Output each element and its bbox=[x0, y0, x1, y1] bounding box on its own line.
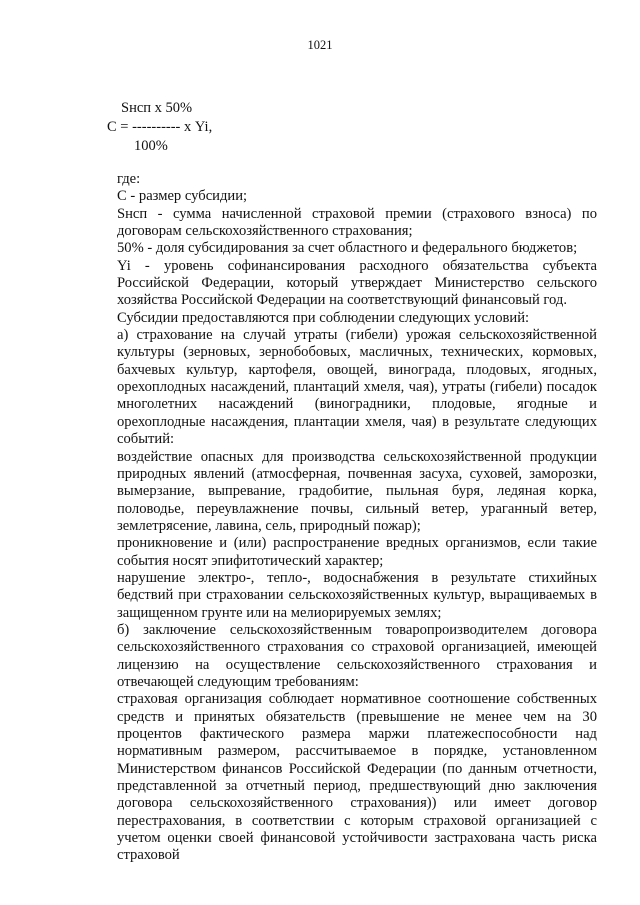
formula-line: С = ---------- х Yi, bbox=[107, 119, 213, 135]
paragraph-50-definition: 50% - доля субсидирования за счет областного и федерального бюджетов; bbox=[117, 240, 578, 257]
paragraph-conditions-intro: Субсидии предоставляются при соблюдении следующих условий: bbox=[117, 309, 530, 326]
formula-numerator: Sнсп х 50% bbox=[121, 100, 193, 116]
paragraph-utilities: нарушение электро-, тепло-, водоснабжения в результате стихийных бедствий при страховании сельскохозяйственных культур, выращиваемых в защищенном грунте или на мелиорируемых землях; bbox=[117, 569, 597, 621]
paragraph-insurer-requirements: страховая организация соблюдает нормативное соотношение собственных средств и принятых обязательств (превышение не менее чем на 30 процентов фактического размера маржи платежеспособности над нормативным размером, рассчитываемое в порядке, установленном Министерством финансов Российской Федерации (по данным отчетности, представленной за отчетный период, предшествующий дню заключения договора сельскохозяйственного страхования)) или имеет договор перестрахования, в соответствии с которым страховой организацией с учетом оценки своей финансовой устойчивости застрахована часть риска страховой bbox=[117, 691, 597, 864]
paragraph-where: где: bbox=[117, 171, 141, 187]
document-body bbox=[117, 171, 597, 865]
paragraph-c-definition: С - размер субсидии; bbox=[117, 188, 248, 205]
paragraph-s-definition: Sнсп - сумма начисленной страховой премии (страхового взноса) по договорам сельскохозяйственного страхования; bbox=[117, 205, 597, 240]
paragraph-condition-b: б) заключение сельскохозяйственным товаропроизводителем договора сельскохозяйственного страхования со страховой организацией, имеющей лицензию на осуществление сельскохозяйственного страхования и отвечающей следующим требованиям: bbox=[117, 621, 597, 690]
paragraph-natural-events: воздействие опасных для производства сельскохозяйственной продукции природных явлений (атмосферная, почвенная засуха, суховей, заморозки, вымерзание, выпревание, градобитие, пыльная буря, ледяная корка, половодье, переувлажнение почвы, сильный ветер, ураганный ветер, землетрясение, лавина, сель, природный пожар); bbox=[117, 448, 597, 534]
page-number: 1021 bbox=[307, 38, 333, 52]
paragraph-pests: проникновение и (или) распространение вредных организмов, если такие события носят эпифитотический характер; bbox=[117, 535, 597, 569]
formula-denominator: 100% bbox=[134, 138, 168, 154]
paragraph-condition-a: а) страхование на случай утраты (гибели) урожая сельскохозяйственной культуры (зерновых, зернобобовых, масличных, технических, кормовых, бахчевых культур, картофеля, овощей, винограда, плодовых, ягодных, орехоплодных насаждений, плантаций хмеля, чая), утраты (гибели) посадок многолетних насаждений (виноградники, плодовые, ягодные и орехоплодные насаждения, плантации хмеля, чая) в результате следующих событий: bbox=[117, 327, 597, 448]
paragraph-yi-definition: Yi - уровень софинансирования расходного обязательства субъекта Российской Федерации, который утверждает Министерство сельского хозяйства Российской Федерации на соответствующий финансовый год. bbox=[117, 257, 597, 309]
